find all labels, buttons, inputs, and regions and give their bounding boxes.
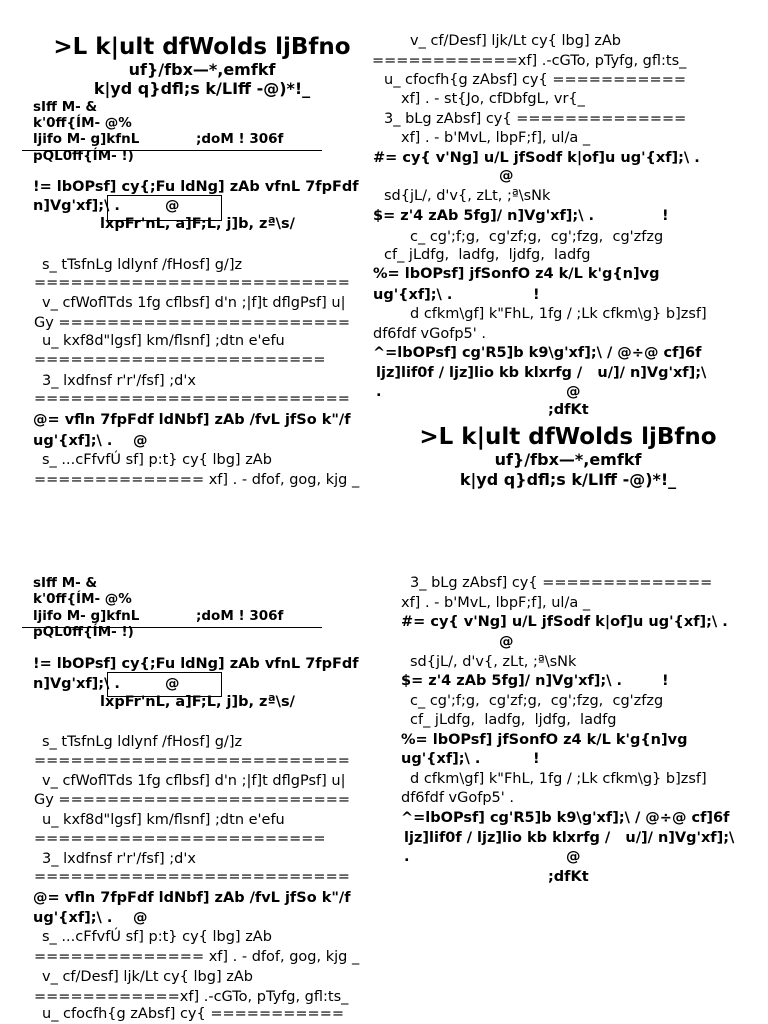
question-2-item: u_ cfocfh{g zAbsf] cy{ =========== (42, 1006, 344, 1022)
question-2-item: 3_ bLg zAbsf] cy{ ============== (384, 111, 687, 127)
question-1-prompt: != lbOPsf] cy{;Fu ldNg] zAb vfnL 7fpFdf (33, 656, 359, 672)
question-2-item: u_ cfocfh{g zAbsf] cy{ =========== (384, 72, 686, 88)
subject-label: ljifo M- g]kfnL (33, 131, 140, 147)
class-label: sIff M- & (33, 575, 98, 591)
question-1-item: v_ cfWoflTds 1fg cflbsf] d'n ;|f]t dflgPsf] u| (42, 773, 346, 789)
question-5-sentence: d cfkm\gf] k"FhL, 1fg / ;Lk cfkm\g} b]zsf] (410, 306, 707, 322)
answer-blank: ======================== (34, 352, 326, 368)
exam-time: ;doM ! 306f (196, 608, 284, 624)
question-1-item: v_ cfWoflTds 1fg cflbsf] d'n ;|f]t dflgPsf] u| (42, 295, 346, 311)
exam-time: ;doM ! 306f (196, 131, 284, 147)
question-2-prompt: @= vfln 7fpFdf ldNbf] zAb /fvL jfSo k"/f (33, 412, 351, 428)
exam-title: k|yd q}dfl;s k/LIff -@)*!_ (459, 470, 677, 489)
question-2-prompt-cont: ug'{xf];\ . (33, 433, 113, 449)
answer-options: xf] . - st{Jo, cfDbfgL, vr{_ (401, 91, 585, 107)
question-1-marks: @ (165, 198, 180, 214)
question-3-marks: @ (499, 634, 514, 650)
question-1-marks: @ (165, 676, 180, 692)
question-3-prompt: #= cy{ v'Ng] u/L jfSodf k|of]u ug'{xf];\ . (401, 614, 728, 630)
question-6-prompt-cont: ljz]lif0f / ljz]lio kb klxrfg / u/]/ n]Vg'xf];\ (404, 830, 735, 846)
question-6-prompt-end: . (376, 384, 382, 400)
school-name: >L k|ult dfWolds ljBfno (419, 424, 717, 450)
answer-blank: ============== xf] . - dfof, gog, kjg _ (34, 472, 360, 488)
answer-blank: ========================== (34, 869, 350, 885)
question-5-prompt: %= lbOPsf] jfSonfO z4 k/L k'g{n]vg (373, 266, 660, 282)
question-4-option: cf_ jLdfg, ladfg, ljdfg, ladfg (410, 712, 617, 728)
school-address: uf}/fbx—*,emfkf (494, 450, 642, 469)
question-1-item: 3_ lxdfnsf r'r'/fsf] ;d'x (42, 373, 196, 389)
end-mark: ;dfKt (548, 869, 589, 885)
question-1-prompt-cont: n]Vg'xf];\ . (33, 198, 120, 214)
answer-blank: ======================== (34, 831, 326, 847)
question-2-item: v_ cf/Desf] ljk/Lt cy{ lbg] zAb (42, 969, 253, 985)
question-3-words: sd{jL/, d'v{, zLt, ;ª\sNk (384, 188, 551, 204)
question-4-prompt: $= z'4 zAb 5fg]/ n]Vg'xf];\ . (401, 673, 623, 689)
answer-blank: Gy ======================== (34, 792, 351, 808)
question-4-option: c_ cg';f;g, cg'zf;g, cg';fzg, cg'zfzg (410, 229, 664, 245)
question-5-sentence-cont: df6fdf vGofp5' . (373, 326, 486, 342)
answer-blank: Gy ======================== (34, 315, 351, 331)
question-6-prompt: ^=lbOPsf] cg'R5]b k9\g'xf];\ / @÷@ cf]6f (373, 345, 702, 361)
school-address: uf}/fbx—*,emfkf (128, 60, 276, 79)
word-bank: lxpFr'nL, a]F;L, j]b, zª\s/ (100, 694, 295, 710)
question-1-prompt: != lbOPsf] cy{;Fu ldNg] zAb vfnL 7fpFdf (33, 179, 359, 195)
question-4-marks: ! (662, 673, 669, 689)
question-2-prompt-cont: ug'{xf];\ . (33, 910, 113, 926)
question-2-prompt: @= vfln 7fpFdf ldNbf] zAb /fvL jfSo k"/f (33, 890, 351, 906)
answer-blank: ========================== (34, 391, 350, 407)
full-marks: k'0ff{ÍM- @% (33, 591, 132, 607)
question-1-item: s_ tTsfnLg ldlynf /fHosf] g/]z (42, 734, 243, 750)
question-5-prompt-cont: ug'{xf];\ . (373, 287, 453, 303)
question-4-option: cf_ jLdfg, ladfg, ljdfg, ladfg (384, 247, 591, 263)
answer-options: xf] . - b'MvL, lbpF;f], ul/a _ (401, 130, 591, 146)
question-5-marks: ! (533, 287, 540, 303)
question-6-prompt: ^=lbOPsf] cg'R5]b k9\g'xf];\ / @÷@ cf]6f (401, 810, 730, 826)
answer-options: xf] . - b'MvL, lbpF;f], ul/a _ (401, 595, 591, 611)
answer-blank: ============xf] .-cGTo, pTyfg, gfl:ts_ (34, 989, 349, 1005)
question-6-prompt-cont: ljz]lif0f / ljz]lio kb klxrfg / u/]/ n]Vg'xf];\ (376, 365, 707, 381)
question-5-sentence: d cfkm\gf] k"FhL, 1fg / ;Lk cfkm\g} b]zsf] (410, 771, 707, 787)
answer-blank: ============xf] .-cGTo, pTyfg, gfl:ts_ (372, 53, 687, 69)
question-2-marks: @ (133, 910, 148, 926)
question-2-item: v_ cf/Desf] ljk/Lt cy{ lbg] zAb (410, 33, 621, 49)
question-5-sentence-cont: df6fdf vGofp5' . (401, 790, 514, 806)
subject-label: ljifo M- g]kfnL (33, 608, 140, 624)
question-3-prompt: #= cy{ v'Ng] u/L jfSodf k|of]u ug'{xf];\ . (373, 150, 700, 166)
school-name: >L k|ult dfWolds ljBfno (53, 34, 351, 60)
question-5-marks: ! (533, 751, 540, 767)
question-1-prompt-cont: n]Vg'xf];\ . (33, 676, 120, 692)
question-2-marks: @ (133, 433, 148, 449)
question-6-marks: @ (566, 849, 581, 865)
pass-marks: pQL0ff{ÍM- !) (33, 148, 134, 164)
question-6-prompt-end: . (404, 849, 410, 865)
question-3-words: sd{jL/, d'v{, zLt, ;ª\sNk (410, 654, 577, 670)
question-4-option: c_ cg';f;g, cg'zf;g, cg';fzg, cg'zfzg (410, 693, 664, 709)
question-5-prompt-cont: ug'{xf];\ . (401, 751, 481, 767)
question-1-item: u_ kxf8d"lgsf] km/flsnf] ;dtn e'efu (42, 812, 285, 828)
question-3-marks: @ (499, 168, 514, 184)
question-2-item: 3_ bLg zAbsf] cy{ ============== (410, 575, 713, 591)
question-1-item: 3_ lxdfnsf r'r'/fsf] ;d'x (42, 851, 196, 867)
end-mark: ;dfKt (548, 402, 589, 418)
word-bank: lxpFr'nL, a]F;L, j]b, zª\s/ (100, 216, 295, 232)
question-1-item: s_ tTsfnLg ldlynf /fHosf] g/]z (42, 257, 243, 273)
question-4-marks: ! (662, 208, 669, 224)
question-5-prompt: %= lbOPsf] jfSonfO z4 k/L k'g{n]vg (401, 732, 688, 748)
full-marks: k'0ff{ÍM- @% (33, 115, 132, 131)
question-2-item: s_ ...cFfvfÚ sf] p:t} cy{ lbg] zAb (42, 452, 272, 468)
class-label: sIff M- & (33, 99, 98, 115)
question-1-item: u_ kxf8d"lgsf] km/flsnf] ;dtn e'efu (42, 333, 285, 349)
question-2-item: s_ ...cFfvfÚ sf] p:t} cy{ lbg] zAb (42, 929, 272, 945)
answer-blank: ============== xf] . - dfof, gog, kjg _ (34, 949, 360, 965)
answer-blank: ========================== (34, 753, 350, 769)
exam-title: k|yd q}dfl;s k/LIff -@)*!_ (93, 79, 311, 98)
question-6-marks: @ (566, 384, 581, 400)
pass-marks: pQL0ff{ÍM- !) (33, 624, 134, 640)
question-4-prompt: $= z'4 zAb 5fg]/ n]Vg'xf];\ . (373, 208, 595, 224)
answer-blank: ========================== (34, 275, 350, 291)
